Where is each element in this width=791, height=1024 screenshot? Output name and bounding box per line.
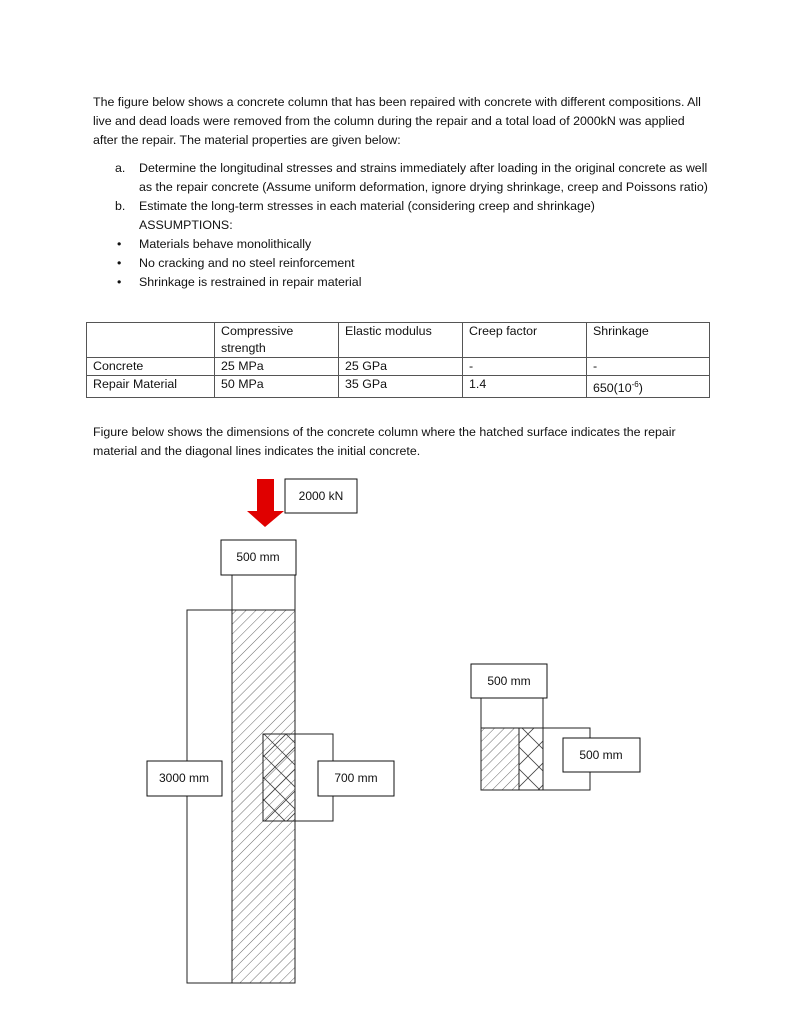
section-hatched-region bbox=[481, 728, 519, 790]
load-label-text: 2000 kN bbox=[298, 489, 344, 503]
column-figure bbox=[0, 470, 791, 1024]
table-cell: 50 MPa bbox=[215, 376, 339, 398]
question-a-text: Determine the longitudinal stresses and strains immediately after loading in the original concrete as well as the repair concrete (Assume uniform deformation, ignore drying shrinkage, creep and Poissons ratio) bbox=[139, 161, 708, 194]
section-top-stub bbox=[481, 698, 543, 728]
assumption-text: No cracking and no steel reinforcement bbox=[139, 256, 355, 270]
height-label-text: 3000 mm bbox=[158, 771, 210, 785]
question-b bbox=[115, 197, 715, 235]
section-height-label-text: 500 mm bbox=[579, 748, 623, 762]
load-label bbox=[285, 479, 357, 513]
width-label-text: 500 mm bbox=[236, 550, 280, 564]
table-cell: 25 MPa bbox=[215, 358, 339, 376]
table-cell: $650(10^{-6})$ bbox=[587, 376, 710, 398]
table-cell: 35 GPa bbox=[339, 376, 463, 398]
table-header-cell: Shrinkage bbox=[587, 323, 710, 358]
table-header-cell: Creep factor bbox=[463, 323, 587, 358]
bullet-icon: • bbox=[117, 275, 122, 289]
intro-paragraph: The figure below shows a concrete column that has been repaired with concrete with different compositions. All live and dead loads were removed from the column during the repair and a total load of 2000kN was applied after the repair. The material properties are given below: bbox=[93, 95, 701, 147]
question-b-letter: b. bbox=[115, 199, 126, 213]
assumptions-list bbox=[115, 235, 715, 292]
height-label bbox=[147, 761, 222, 796]
table-cell: - bbox=[463, 358, 587, 376]
table-header-cell bbox=[87, 323, 215, 358]
table-cell: Concrete bbox=[87, 358, 215, 376]
table-header-cell: Elastic modulus bbox=[339, 323, 463, 358]
table-cell: - bbox=[587, 358, 710, 376]
question-b-text: Estimate the long-term stresses in each material (considering creep and shrinkage) bbox=[139, 199, 595, 213]
table-row bbox=[87, 358, 710, 376]
assumption-text: Shrinkage is restrained in repair material bbox=[139, 275, 362, 289]
assumptions-heading: ASSUMPTIONS: bbox=[139, 218, 233, 232]
table-header-cell: Compressive strength bbox=[215, 323, 339, 358]
question-a bbox=[115, 159, 715, 197]
load-arrow-icon bbox=[247, 479, 284, 527]
section-width-label-text: 500 mm bbox=[487, 674, 531, 688]
question-a-letter: a. bbox=[115, 161, 126, 175]
table-header-row bbox=[87, 323, 710, 358]
depth-label-text: 700 mm bbox=[334, 771, 378, 785]
table-cell: Repair Material bbox=[87, 376, 215, 398]
table-cell: 25 GPa bbox=[339, 358, 463, 376]
depth-label bbox=[318, 761, 394, 796]
width-label bbox=[221, 540, 296, 575]
assumption-item bbox=[115, 254, 715, 273]
section-height-label bbox=[563, 738, 640, 772]
figure-description: Figure below shows the dimensions of the concrete column where the hatched surface indicates the repair material and the diagonal lines indicates the initial concrete. bbox=[93, 425, 676, 458]
column-top-stub bbox=[232, 575, 295, 610]
material-properties-table bbox=[86, 322, 710, 398]
table-row bbox=[87, 376, 710, 398]
section-width-label bbox=[471, 664, 547, 698]
assumption-item bbox=[115, 235, 715, 254]
bullet-icon: • bbox=[117, 256, 122, 270]
assumption-item bbox=[115, 273, 715, 292]
section-diagonal-region bbox=[519, 728, 543, 790]
question-list bbox=[115, 159, 715, 292]
assumption-text: Materials behave monolithically bbox=[139, 237, 312, 251]
original-concrete-diagonal-region bbox=[263, 734, 295, 821]
table-cell: 1.4 bbox=[463, 376, 587, 398]
bullet-icon: • bbox=[117, 237, 122, 251]
